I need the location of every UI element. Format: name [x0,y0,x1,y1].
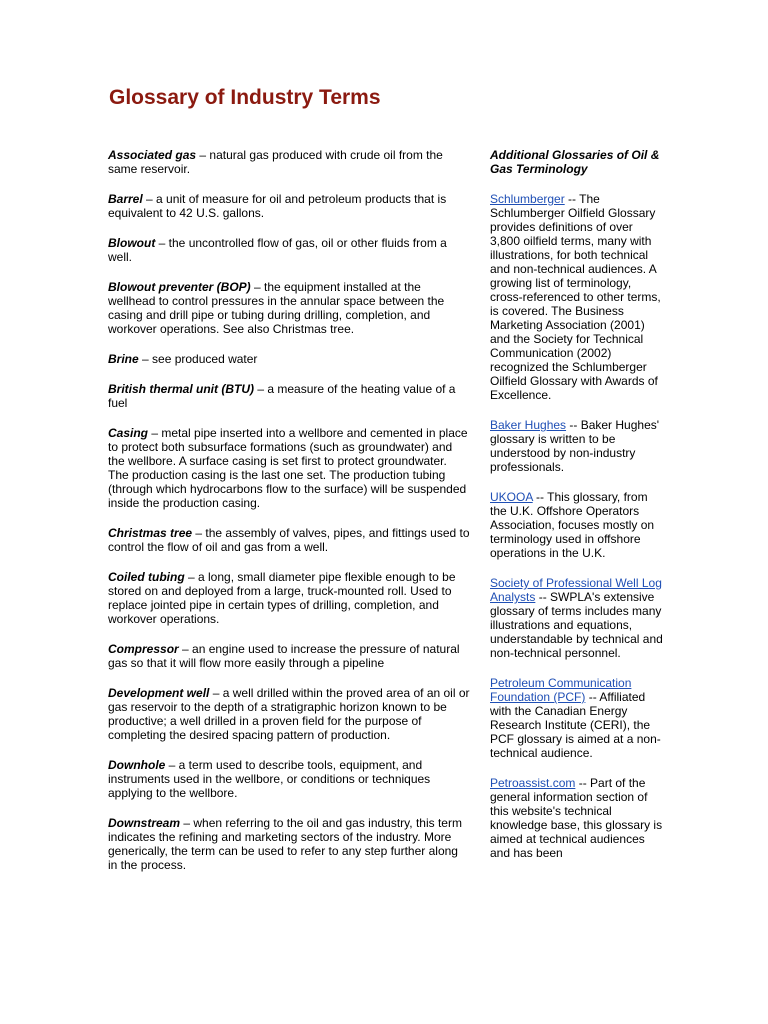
glossary-definition: when referring to the oil and gas industry, this term indicates the refining and marketing sectors of the industry. More generically, the term can be used to refer to any step further along in the process. [108,816,462,872]
term-separator: – [250,280,265,294]
term-separator: – [155,236,169,250]
glossary-definition: an engine used to increase the pressure of natural gas so that it will flow more easily through a pipeline [108,642,460,670]
term-separator: – [165,758,179,772]
glossary-entry [108,816,470,872]
glossary-term: Compressor [108,642,179,656]
glossary-definition: a long, small diameter pipe flexible enough to be stored on and deployed from a large, truck-mounted roll. Used to replace jointed pipe in certain types of drilling, completion, and workover operations. [108,570,456,626]
glossary-term: Blowout preventer (BOP) [108,280,251,294]
glossary-link[interactable]: UKOOA [490,490,533,504]
term-separator: – [142,192,157,206]
glossary-entry [108,236,470,264]
glossary-term: Associated gas [108,148,197,162]
glossary-definition: metal pipe inserted into a wellbore and cemented in place to protect both subsurface formations (such as groundwater) and the wellbore. A surface casing is set first to protect groundwater. The production casing is the last one set. The production tubing (through which hydrocarbons flow to the surface) will be suspended inside the production casing. [108,426,468,510]
glossary-link[interactable]: Petroleum Communication Foundation (PCF) [490,676,632,704]
glossary-term: Barrel [108,192,143,206]
glossary-link-description: -- The Schlumberger Oilfield Glossary provides definitions of over 3,800 oilfield terms, many with illustrations, for both technical and non-technical audiences. A growing list of terminology, cross-referenced to other terms, is covered. The Business Marketing Association (2001) and the Society for Technical Communication (2002) recognized the Schlumberger Oilfield Glossary with Awards of Excellence. [490,192,661,402]
glossary-term: Blowout [108,236,156,250]
term-separator: – [192,526,206,540]
glossary-link[interactable]: Society of Professional Well Log Analysts [490,576,662,604]
glossary-link[interactable]: Petroassist.com [490,776,576,790]
glossary-entry [108,192,470,220]
glossary-entry [108,280,470,336]
term-separator: – [184,570,198,584]
glossary-link[interactable]: Baker Hughes [490,418,567,432]
sidebar-entry [490,576,666,660]
glossary-term: British thermal unit (BTU) [108,382,254,396]
glossary-entry [108,382,470,410]
term-separator: – [178,642,193,656]
glossary-term: Coiled tubing [108,570,185,584]
glossary-link-description: -- SWPLA's extensive glossary of terms includes many illustrations and equations, understandable by technical and non-technical personnel. [490,590,663,660]
term-separator: – [180,816,194,830]
sidebar [490,148,666,876]
glossary-definition: the uncontrolled flow of gas, oil or other fluids from a well. [108,236,447,264]
glossary-entry [108,526,470,554]
sidebar-entry [490,192,666,402]
glossary-entry [108,426,470,510]
glossary-link-description: -- Affiliated with the Canadian Energy Research Institute (CERI), the PCF glossary is aimed at a non-technical audience. [490,690,661,760]
sidebar-title: Additional Glossaries of Oil & Gas Terminology [490,148,660,176]
term-separator: – [148,426,162,440]
term-separator: – [254,382,268,396]
glossary-definition: a term used to describe tools, equipment, and instruments used in the wellbore, or conditions or techniques applying to the wellbore. [108,758,431,800]
page-title: Glossary of Industry Terms [109,86,381,109]
term-separator: – [196,148,210,162]
sidebar-entry [490,490,666,560]
glossary-entry [108,642,470,670]
glossary-link-description: -- Baker Hughes' glossary is written to be understood by non-industry professionals. [490,418,660,474]
glossary-link[interactable]: Schlumberger [490,192,565,206]
glossary-link-description: -- Part of the general information section of this website's technical knowledge base, this glossary is aimed at technical audiences and has been [490,776,663,860]
glossary-definition: a well drilled within the proved area of an oil or gas reservoir to the depth of a stratigraphic horizon known to be productive; a well drilled in a proven field for the purpose of completing the desired spacing pattern of production. [108,686,470,742]
glossary-entry [108,758,470,800]
glossary-term: Downstream [108,816,181,830]
glossary-definition: see produced water [152,352,258,366]
glossary-definition: a unit of measure for oil and petroleum products that is equivalent to 42 U.S. gallons. [108,192,447,220]
glossary-definition: natural gas produced with crude oil from the same reservoir. [108,148,443,176]
sidebar-entry [490,418,666,474]
sidebar-entry [490,676,666,760]
sidebar-entry [490,776,666,860]
glossary-entry [108,686,470,742]
glossary-definition: the equipment installed at the wellhead to control pressures in the annular space between the casing and drill pipe or tubing during drilling, completion, and workover operations. See also Christmas tree. [108,280,445,336]
term-separator: – [209,686,223,700]
glossary-entry [108,352,470,366]
glossary-term: Christmas tree [108,526,193,540]
glossary-entry [108,148,470,176]
glossary-term: Development well [108,686,210,700]
glossary-main-column [108,148,470,888]
glossary-term: Brine [108,352,139,366]
glossary-definition: the assembly of valves, pipes, and fittings used to control the flow of oil and gas from a well. [108,526,470,554]
glossary-term: Casing [108,426,149,440]
glossary-definition: a measure of the heating value of a fuel [108,382,456,410]
glossary-link-description: -- This glossary, from the U.K. Offshore Operators Association, focuses mostly on terminology used in offshore operations in the U.K. [490,490,655,560]
glossary-term: Downhole [108,758,166,772]
term-separator: – [138,352,153,366]
glossary-entry [108,570,470,626]
